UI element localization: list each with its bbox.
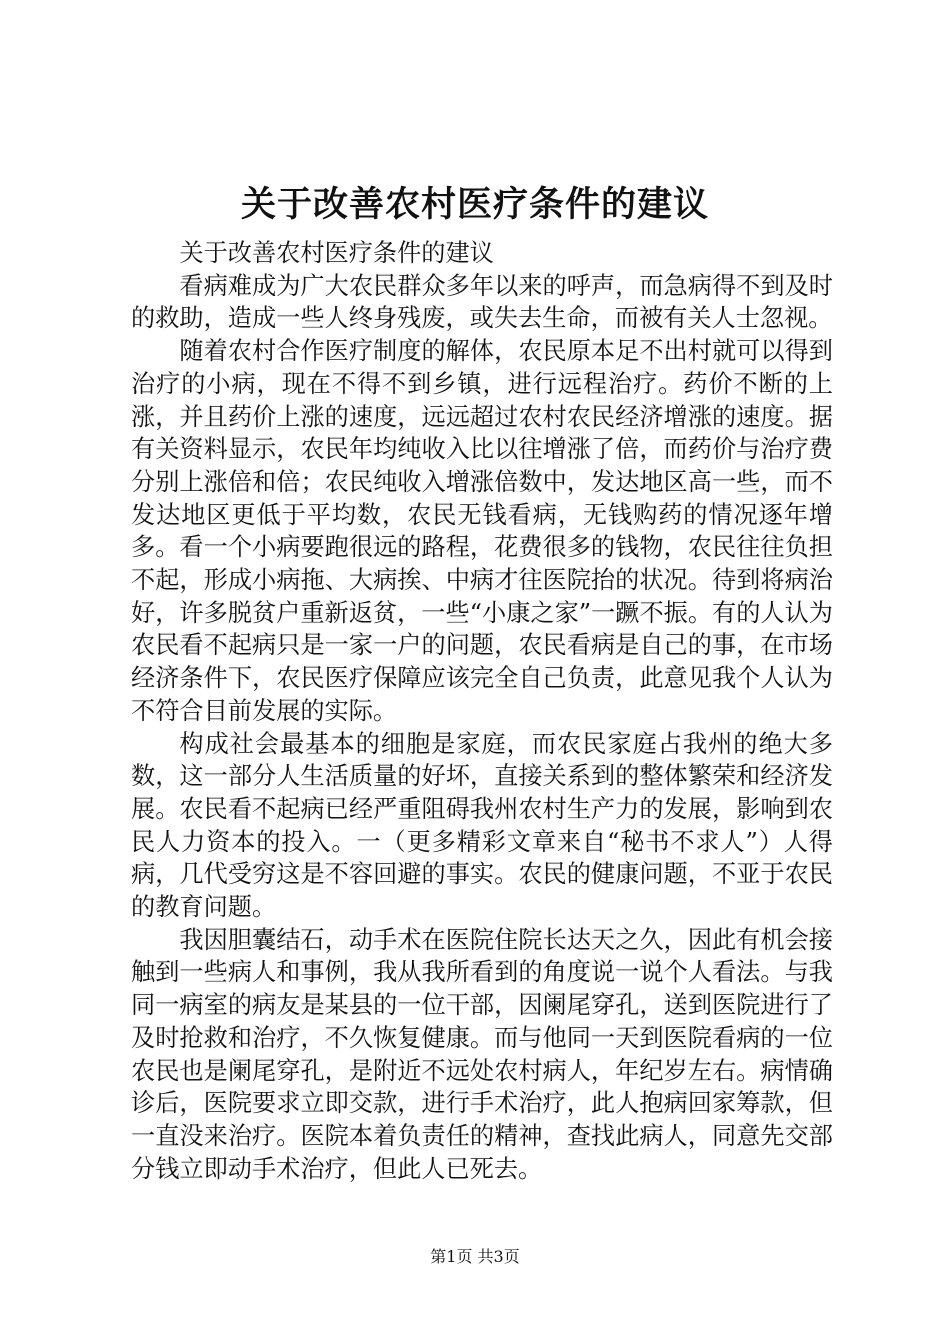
subtitle-paragraph: 关于改善农村医疗条件的建议 xyxy=(179,239,494,267)
body-paragraph: 看病难成为广大农民群众多年以来的呼声，而急病得不到及时的救助，造成一些人终身残废，或失去生命，而被有关人士忽视。 xyxy=(131,271,833,333)
body-paragraph: 构成社会最基本的细胞是家庭，而农民家庭占我州的绝大多数，这一部分人生活质量的好坏，直接关系到的整体繁荣和经济发展。农民看不起病已经严重阻碍我州农村生产力的发展，影响到农民人力资本的投入。一（更多精彩文章来自“秘书不求人”）人得病，几代受穷这是不容回避的事实。农民的健康问题，不亚于农民的教育问题。 xyxy=(131,729,833,922)
document-body xyxy=(131,237,833,1185)
body-paragraph: 随着农村合作医疗制度的解体，农民原本足不出村就可以得到治疗的小病，现在不得不到乡镇，进行远程治疗。药价不断的上涨，并且药价上涨的速度，远远超过农村农民经济增涨的速度。据有关资料显示，农民年均纯收入比以往增涨了倍，而药价与治疗费分别上涨倍和倍；农民纯收入增涨倍数中，发达地区高一些，而不发达地区更低于平均数，农民无钱看病，无钱购药的情况逐年增多。看一个小病要跑很远的路程，花费很多的钱物，农民往往负担不起，形成小病拖、大病挨、中病才往医院抬的状况。待到将病治好，许多脱贫户重新返贫，一些“小康之家”一蹶不振。有的人认为农民看不起病只是一家一户的问题，农民看病是自己的事，在市场经济条件下，农民医疗保障应该完全自己负责，此意见我个人认为不符合目前发展的实际。 xyxy=(131,337,833,725)
page-number-footer: 第1页 共3页 xyxy=(430,1247,520,1266)
document-title: 关于改善农村医疗条件的建议 xyxy=(240,185,709,225)
body-paragraph: 我因胆囊结石，动手术在医院住院长达天之久，因此有机会接触到一些病人和事例，我从我所看到的角度说一说个人看法。与我同一病室的病友是某县的一位干部，因阑尾穿孔，送到医院进行了及时抢救和治疗，不久恢复健康。而与他同一天到医院看病的一位农民也是阑尾穿孔，是附近不远处农村病人，年纪岁左右。病情确诊后，医院要求立即交款，进行手术治疗，此人抱病回家筹款，但一直没来治疗。医院本着负责任的精神，查找此病人，同意先交部分钱立即动手术治疗，但此人已死去。 xyxy=(131,925,833,1183)
